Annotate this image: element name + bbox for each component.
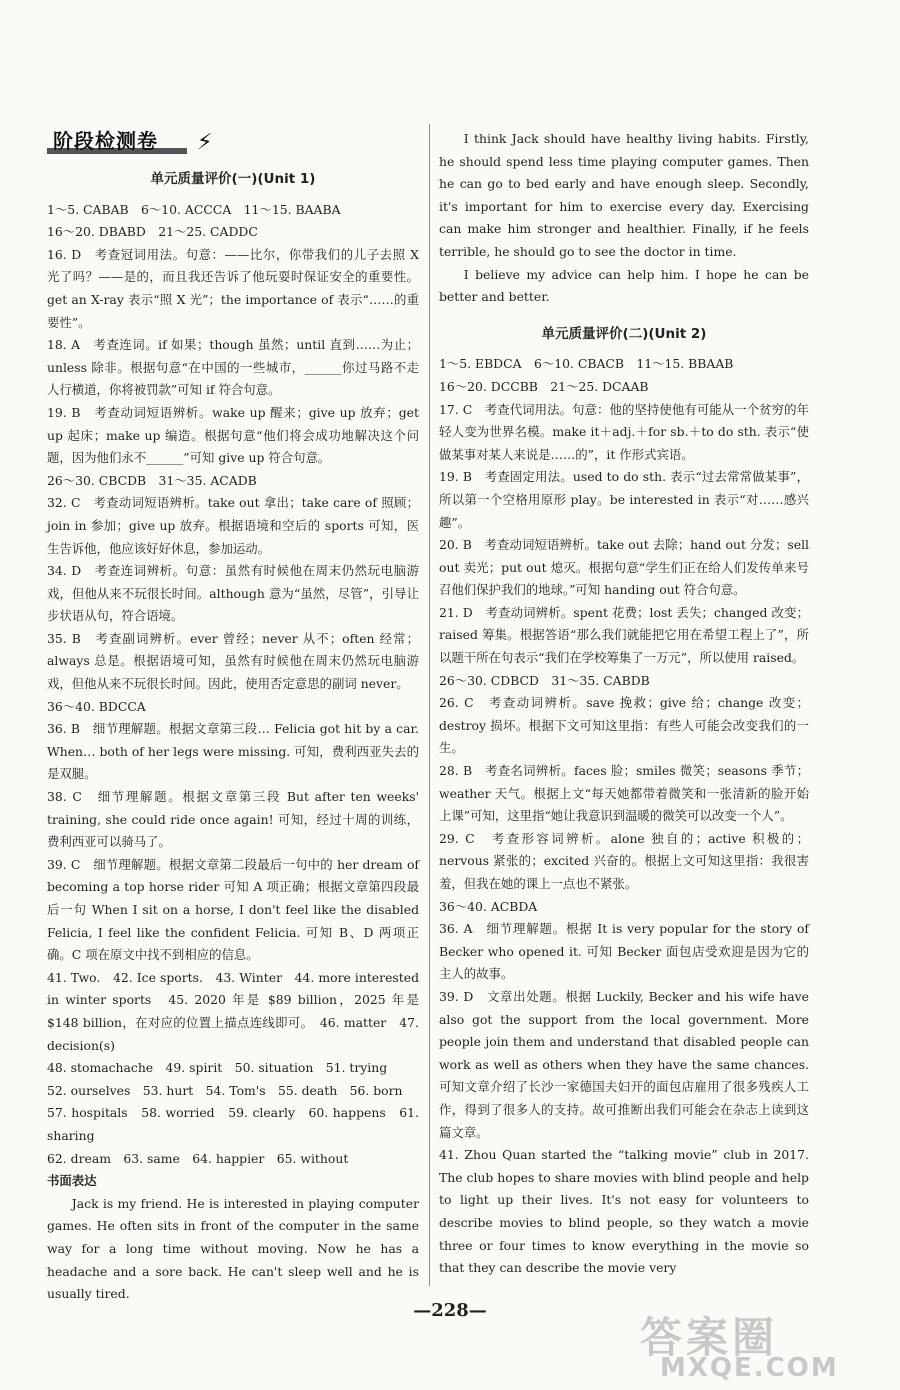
answer-line: 52. ourselves 53. hurt 54. Tom's 55. death 56. born (47, 1082, 403, 1098)
column-divider (429, 124, 430, 1286)
answer-line: 1～5. EBDCA 6～10. CBACB 11～15. BBAAB (439, 356, 734, 372)
unit-1-title: 单元质量评价(一)(Unit 1) (150, 171, 316, 187)
essay-paragraph: Jack is my friend. He is interested in playing computer games. He often sits in front of the computer in the same way for a long time without moving. Now he has a headache and a sore back. He can't sleep well and he is usually tired. (47, 1195, 419, 1302)
answer-line: 41. Two. 42. Ice sports. 43. Winter 44. more interested in winter sports 45. 2020 年是 $89 billion，2025 年是 $148 billion，在对应的位置上描点连线即可。 46. matter 47. decision(s) (47, 969, 419, 1053)
answer-explanation: 26. C 考查动词辨析。save 挽救；give 给；change 改变；destroy 损坏。根据下文可知这里指：有些人可能会改变我们的一生。 (439, 695, 809, 756)
section-banner (47, 128, 419, 162)
lightning-icon: ⚡ (197, 130, 213, 155)
section-title: 阶段检测卷 (53, 129, 158, 153)
answer-explanation: 36. B 细节理解题。根据文章第三段… Felicia got hit by a car. When… both of her legs were missing. 可知，费利西亚失去的是双腿。 (47, 721, 419, 782)
unit-2-title: 单元质量评价(二)(Unit 2) (541, 325, 707, 342)
answer-explanation: 21. D 考查动词辨析。spent 花费；lost 丢失；changed 改变；raised 筹集。根据答语“那么我们就能把它用在希望工程上了”，所以题干所在句表示“我们在学校筹集了一万元”，所以使用 raised。 (439, 604, 809, 666)
answer-line: 26～30. CBCDB 31～35. ACADB (47, 472, 257, 488)
answer-explanation: 32. C 考查动词短语辨析。take out 拿出；take care of 照顾；join in 参加；give up 放弃。根据语境和空后的 sports 可知，医生告诉他，他应该好好休息，参加运动。 (47, 495, 419, 556)
answer-explanation: 38. C 细节理解题。根据文章第三段 But after ten weeks' training, she could ride once again! 可知，经过十周的训练，费利西亚可以骑马了。 (47, 789, 419, 850)
answer-explanation: 39. C 细节理解题。根据文章第二段最后一句中的 her dream of becoming a top horse rider 可知 A 项正确；根据文章第四段最后一句 When I sit on a horse, I don't feel like the disabled Felicia, I feel like the confident Felicia. 可知 B、D 两项正确。C 项在原文中找不到相应的信息。 (47, 856, 419, 963)
answer-line: 16～20. DBABD 21～25. CADDC (47, 224, 258, 240)
answer-explanation: 18. A 考查连词。if 如果；though 虽然；until 直到……为止；unless 除非。根据句意“在中国的一些城市，______你过马路不走人行横道，你将被罚款”可知 if 符合句意。 (47, 337, 419, 398)
answer-explanation: 39. D 文章出处题。根据 Luckily, Becker and his wife have also got the support from the local government. More people join them and understand that disabled people can work as well as others when they have the same chances. 可知文章介绍了长沙一家德国夫妇开的面包店雇用了很多残疾人工作，得到了很多人的支持。故可推断出我们可能会在杂志上读到这篇文章。 (439, 988, 809, 1140)
answer-explanation: 16. D 考查冠词用法。句意：——比尔，你带我们的儿子去照 X 光了吗？——是的，而且我还告诉了他玩耍时保证安全的重要性。get an X-ray 表示“照 X 光”；the importance of 表示“……的重要性”。 (47, 246, 419, 330)
answer-explanation: 19. B 考查动词短语辨析。wake up 醒来；give up 放弃；get up 起床；make up 编造。根据句意“他们将会成功地解决这个问题，因为他们永不______”可知 give up 符合句意。 (47, 404, 419, 466)
watermark-url: MXQE.COM (660, 1353, 839, 1383)
answer-line: 36～40. BDCCA (47, 698, 146, 714)
answer-explanation: 36. A 细节理解题。根据 It is very popular for the story of Becker who opened it. 可知 Becker 面包店受欢迎是因为它的主人的故事。 (439, 921, 809, 982)
answer-explanation: 35. B 考查副词辨析。ever 曾经；never 从不；often 经常；always 总是。根据语境可知，虽然有时候他在周末仍然玩电脑游戏，但他从来不玩很长时间。因此，使用否定意思的副词 never。 (47, 630, 419, 692)
answer-explanation: 28. B 考查名词辨析。faces 脸；smiles 微笑；seasons 季节；weather 天气。根据上文“每天她都带着微笑和一张清新的脸开始上课”可知，这里指“她让我意识到温暖的微笑可以改变一个人”。 (439, 763, 809, 824)
answer-line: 16～20. DCCBB 21～25. DCAAB (439, 378, 649, 394)
answer-line: 26～30. CDBCD 31～35. CABDB (439, 672, 650, 688)
answer-line: 57. hospitals 58. worried 59. clearly 60. happens 61. sharing (47, 1105, 419, 1143)
answer-line: 62. dream 63. same 64. happier 65. without (47, 1150, 349, 1166)
page-number: —228— (413, 1300, 487, 1321)
answer-line: 36～40. ACBDA (439, 898, 538, 914)
answer-explanation: 20. B 考查动词短语辨析。take out 去除；hand out 分发；sell out 卖光；put out 熄灭。根据句意“学生们正在给人们发传单来号召他们保护我们的地球。”可知 handing out 符合句意。 (439, 537, 809, 598)
answer-line: 48. stomachache 49. spirit 50. situation 51. trying (47, 1060, 388, 1076)
essay-paragraph: I think Jack should have healthy living habits. Firstly, he should spend less time playing computer games. Then he can go to bed early and have enough sleep. Secondly, it's important for him to exercise every day. Exercising can make him stronger and healthier. Finally, if he feels terrible, he should go to see the doctor in time. (439, 131, 809, 259)
answer-explanation: 34. D 考查连词辨析。句意：虽然有时候他在周末仍然玩电脑游戏，但他从来不玩很长时间。although 意为“虽然，尽管”，引导让步状语从句，符合语境。 (47, 563, 419, 624)
watermark-text: 答案圈 (640, 1313, 779, 1362)
essay-heading: 书面表达 (47, 1173, 97, 1189)
essay-paragraph: I believe my advice can help him. I hope he can be better and better. (439, 266, 809, 305)
answer-explanation: 41. Zhou Quan started the “talking movie” club in 2017. The club hopes to share movies with blind people and help to light up their lives. It's not easy for volunteers to describe movies to blind people, so they watch a movie three or four times to know everything in the movie so that they can describe the movie very (439, 1147, 809, 1276)
left-column (47, 128, 419, 1306)
right-column (439, 128, 809, 1280)
answer-explanation: 17. C 考查代词用法。句意：他的坚持使他有可能从一个贫穷的年轻人变为世界名模。make it＋adj.＋for sb.＋to do sth. 表示“使做某事对某人来说是……的”，it 作形式宾语。 (439, 401, 809, 462)
answer-line: 1～5. CABAB 6～10. ACCCA 11～15. BAABA (47, 201, 341, 217)
answer-explanation: 29. C 考查形容词辨析。alone 独自的；active 积极的；nervous 紧张的；excited 兴奋的。根据上文可知这里指：我很害羞，但我在她的课上一点也不紧张。 (439, 830, 809, 891)
answer-explanation: 19. B 考查固定用法。used to do sth. 表示“过去常常做某事”，所以第一个空格用原形 play。be interested in 表示“对……感兴趣”。 (439, 469, 809, 530)
watermark-logo (640, 1305, 890, 1385)
